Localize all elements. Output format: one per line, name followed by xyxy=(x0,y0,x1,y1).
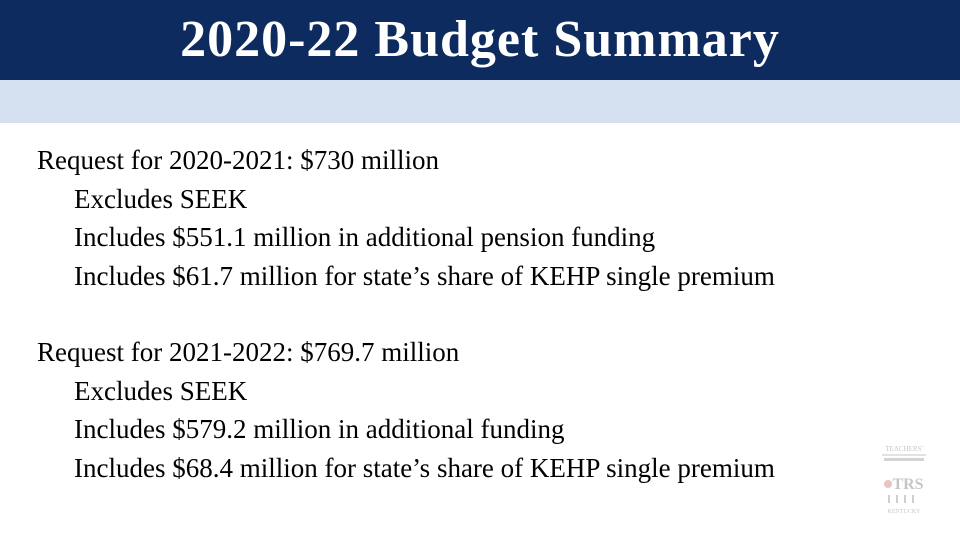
list-item: Includes $551.1 million in additional pension funding xyxy=(74,222,656,252)
section-heading: Request for 2021-2022: $769.7 million xyxy=(37,337,460,367)
list-item: Includes $61.7 million for state’s share of KEHP single premium xyxy=(74,260,775,291)
title-bar xyxy=(0,0,960,80)
trs-logo-icon xyxy=(876,442,932,516)
budget-section-2020-2021 xyxy=(37,141,937,295)
list-item: Excludes SEEK xyxy=(74,183,248,214)
logo-line-1: TEACHERS' xyxy=(885,445,923,453)
budget-section-2021-2022 xyxy=(37,333,937,487)
logo-line-2: TRS xyxy=(892,476,924,493)
slide-title: 2020-22 Budget Summary xyxy=(180,11,780,68)
list-item: Excludes SEEK xyxy=(74,375,248,406)
logo-line-3: KENTUCKY xyxy=(887,509,921,515)
title-sub-band xyxy=(0,80,960,123)
list-item: Includes $579.2 million in additional funding xyxy=(74,414,565,444)
list-item: Includes $68.4 million for state’s share of KEHP single premium xyxy=(74,452,775,483)
section-heading: Request for 2020-2021: $730 million xyxy=(37,145,439,175)
slide-body xyxy=(37,141,937,525)
